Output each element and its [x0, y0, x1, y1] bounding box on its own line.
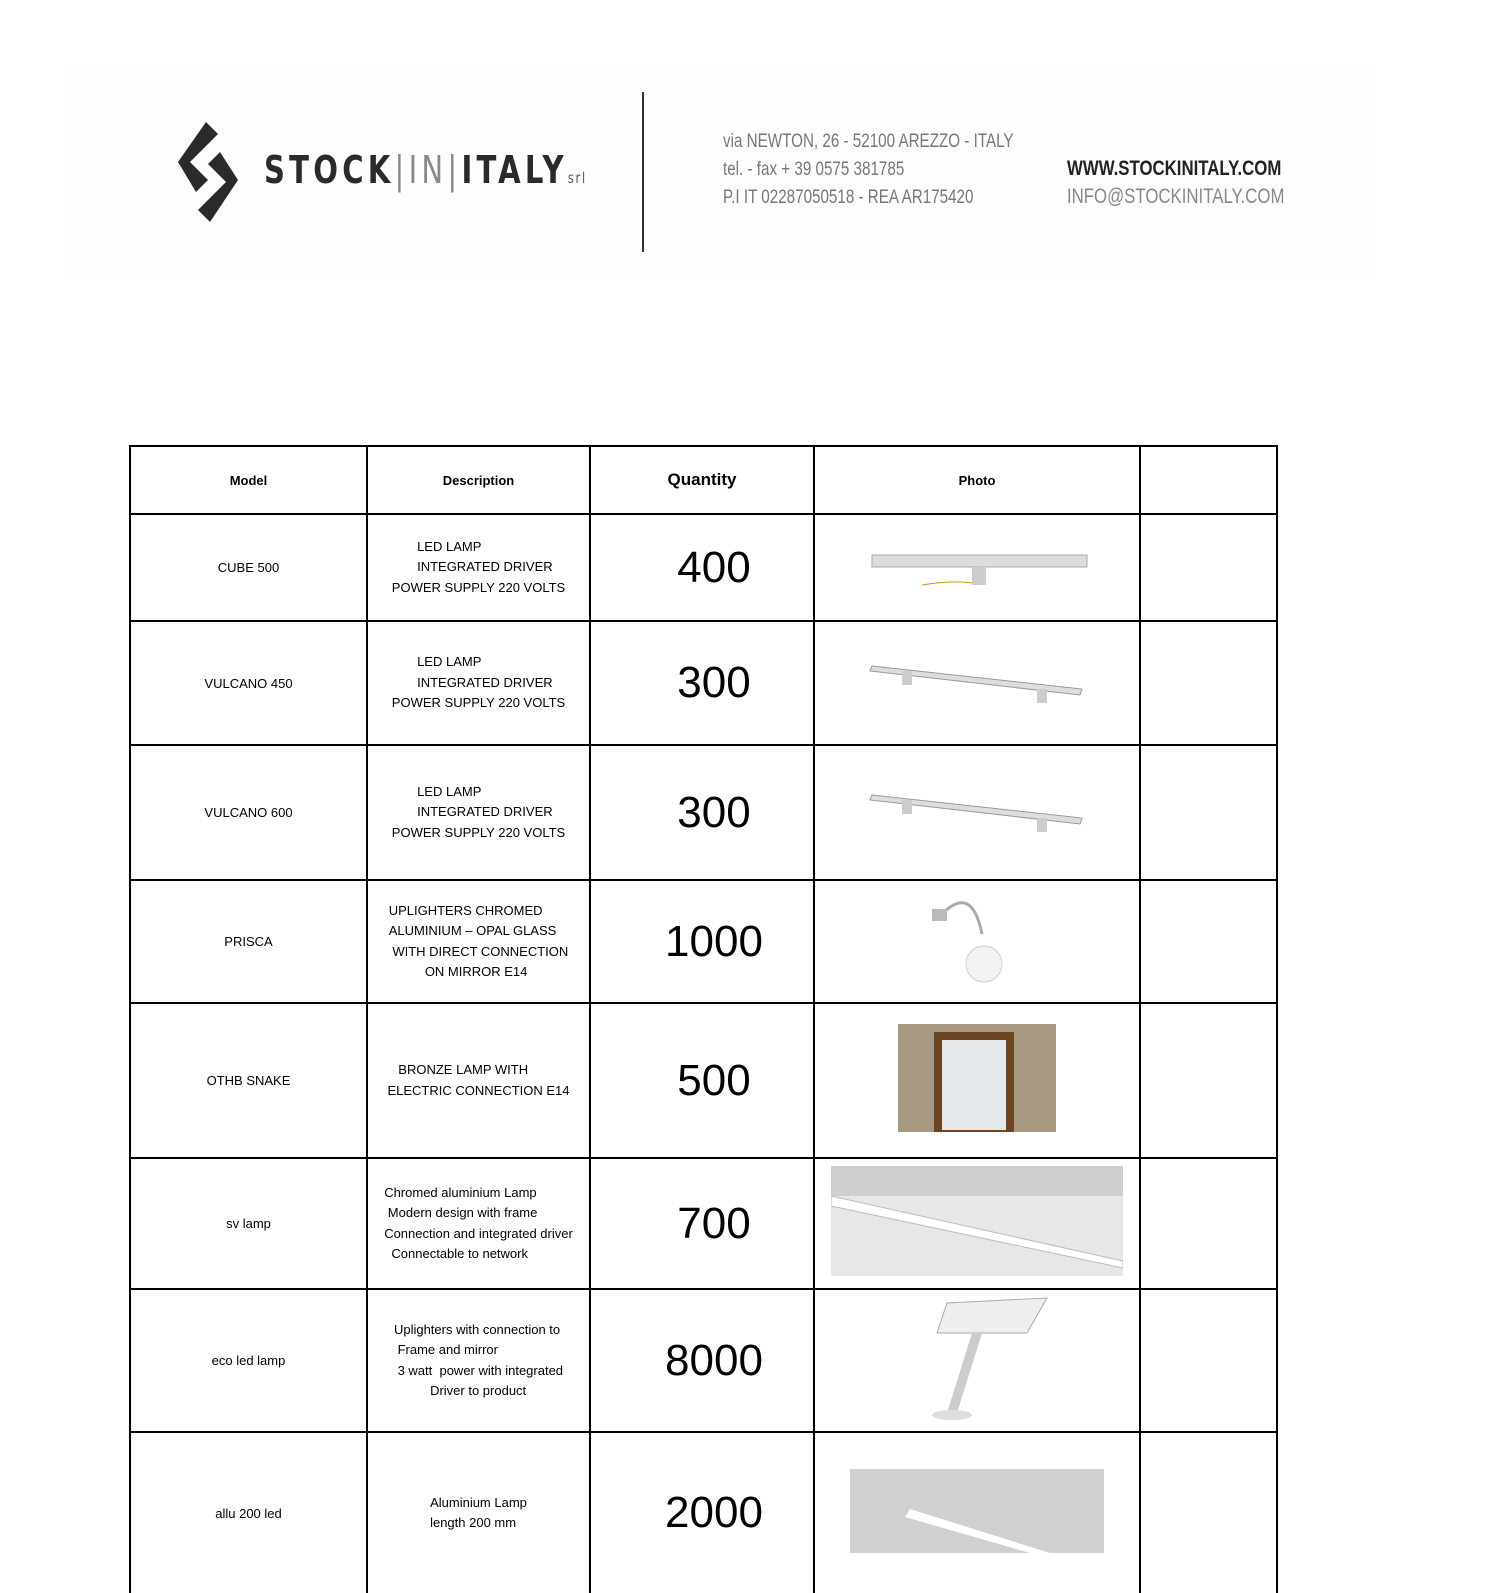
table-row — [129, 1288, 1278, 1431]
product-photo — [902, 884, 1052, 999]
table-row — [129, 1002, 1278, 1157]
product-photo — [862, 651, 1092, 716]
product-photo — [862, 525, 1092, 610]
quantity-value: 8000 — [665, 1335, 763, 1385]
model-cell: OTHB SNAKE — [131, 1004, 368, 1157]
quantity-value: 500 — [677, 1055, 751, 1105]
model-cell: eco led lamp — [131, 1290, 368, 1431]
model-cell: VULCANO 450 — [131, 622, 368, 744]
extra-cell — [1141, 622, 1276, 744]
extra-cell — [1141, 1004, 1276, 1157]
table-row — [129, 879, 1278, 1002]
description-text: LED LAMP INTEGRATED DRIVER POWER SUPPLY 220 VOLTS — [391, 783, 566, 840]
table-row — [129, 1157, 1278, 1288]
quantity-cell — [591, 881, 815, 1002]
email-link[interactable]: INFO@STOCKINITALY.COM — [1067, 185, 1285, 208]
quantity-cell — [591, 622, 815, 744]
product-photo — [831, 1166, 1123, 1281]
quantity-value: 700 — [677, 1198, 751, 1248]
description-text: BRONZE LAMP WITH ELECTRIC CONNECTION E14 — [387, 1062, 570, 1098]
address-line: via NEWTON, 26 - 52100 AREZZO - ITALY — [723, 131, 1014, 152]
product-table — [129, 445, 1278, 1593]
photo-cell — [815, 622, 1141, 744]
model-cell: allu 200 led — [131, 1433, 368, 1593]
product-photo — [850, 1469, 1104, 1558]
header-photo: Photo — [815, 447, 1141, 513]
table-row — [129, 620, 1278, 744]
company-contacts — [1067, 155, 1284, 211]
description-cell — [368, 1290, 591, 1431]
quantity-cell — [591, 1433, 815, 1593]
company-address — [723, 128, 1014, 212]
photo-cell — [815, 1004, 1141, 1157]
product-photo — [877, 1293, 1077, 1428]
description-cell — [368, 1004, 591, 1157]
logo-icon — [178, 122, 238, 222]
product-photo — [898, 1024, 1056, 1137]
header-extra — [1141, 447, 1276, 513]
description-text: UPLIGHTERS CHROMED ALUMINIUM – OPAL GLASS WITH DIRECT CONNECTION ON MIRROR E14 — [388, 902, 569, 979]
quantity-cell — [591, 515, 815, 620]
model-cell: sv lamp — [131, 1159, 368, 1288]
description-cell — [368, 515, 591, 620]
table-row — [129, 513, 1278, 620]
quantity-cell — [591, 1290, 815, 1431]
description-cell — [368, 622, 591, 744]
website-link[interactable]: WWW.STOCKINITALY.COM — [1067, 157, 1282, 180]
quantity-value: 300 — [677, 787, 751, 837]
header-model: Model — [131, 447, 368, 513]
company-logo-text: STOCK|IN|ITALYsrl — [264, 148, 587, 192]
photo-cell — [815, 515, 1141, 620]
table-row — [129, 744, 1278, 879]
description-text: Aluminium Lamp length 200 mm — [430, 1494, 527, 1530]
description-cell — [368, 746, 591, 879]
extra-cell — [1141, 881, 1276, 1002]
table-row — [129, 1431, 1278, 1593]
model-cell: PRISCA — [131, 881, 368, 1002]
description-cell — [368, 881, 591, 1002]
extra-cell — [1141, 746, 1276, 879]
description-cell — [368, 1433, 591, 1593]
extra-cell — [1141, 515, 1276, 620]
extra-cell — [1141, 1290, 1276, 1431]
photo-cell — [815, 746, 1141, 879]
description-text: Chromed aluminium Lamp Modern design with frame Connection and integrated driver Connectable to network — [384, 1184, 573, 1261]
quantity-cell — [591, 746, 815, 879]
quantity-cell — [591, 1004, 815, 1157]
photo-cell — [815, 1290, 1141, 1431]
description-cell — [368, 1159, 591, 1288]
description-text: Uplighters with connection to Frame and mirror 3 watt power with integrated Driver to product — [393, 1321, 564, 1398]
vat-line: P.I IT 02287050518 - REA AR175420 — [723, 187, 974, 208]
description-text: LED LAMP INTEGRATED DRIVER POWER SUPPLY 220 VOLTS — [391, 538, 566, 595]
model-cell: CUBE 500 — [131, 515, 368, 620]
header-divider — [642, 92, 644, 252]
quantity-value: 400 — [677, 542, 751, 592]
product-photo — [862, 780, 1092, 845]
header-description: Description — [368, 447, 591, 513]
quantity-value: 1000 — [665, 916, 763, 966]
quantity-value: 300 — [677, 658, 751, 707]
model-cell: VULCANO 600 — [131, 746, 368, 879]
quantity-value: 2000 — [665, 1488, 763, 1537]
photo-cell — [815, 1159, 1141, 1288]
photo-cell — [815, 881, 1141, 1002]
photo-cell — [815, 1433, 1141, 1593]
table-header-row — [129, 445, 1278, 513]
extra-cell — [1141, 1159, 1276, 1288]
phone-line: tel. - fax + 39 0575 381785 — [723, 159, 905, 180]
extra-cell — [1141, 1433, 1276, 1593]
description-text: LED LAMP INTEGRATED DRIVER POWER SUPPLY 220 VOLTS — [391, 654, 566, 711]
header-quantity: Quantity — [591, 447, 815, 513]
quantity-cell — [591, 1159, 815, 1288]
